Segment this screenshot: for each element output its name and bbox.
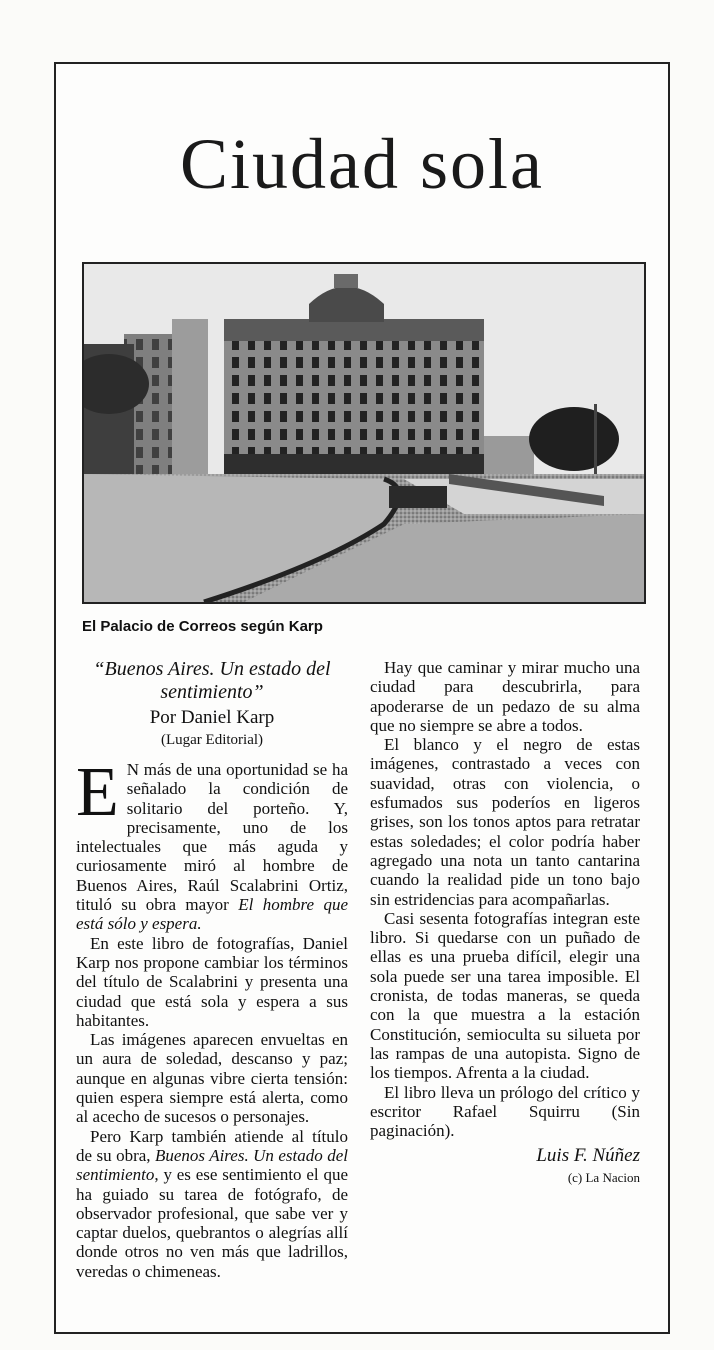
paragraph-5: Hay que caminar y mirar mucho una ciudad para descubrirla, para apoderarse de un pedazo de su alma que no siempre se abre a todos.	[370, 658, 640, 735]
paragraph-1	[76, 754, 348, 934]
paragraph-7: Casi sesenta fotografías integran este libro. Si quedarse con un puñado de ellas es una prueba difícil, elegir una sola puede ser una tarea imposible. El cronista, de todas maneras, se queda con la que muestra a la estación Constitución, semioculta su silueta por las rampas de una autopista. Signo de los tiempos. Afrenta a la ciudad.	[370, 908, 640, 1083]
palacio-de-correos-photo	[82, 262, 646, 604]
source-credit: (c) La Nacion	[567, 1169, 640, 1185]
paragraph-8: El libro lleva un prólogo del crítico y escritor Rafael Squirru (Sin paginación).	[370, 1082, 640, 1141]
paragraph-4-text-b: , y es ese sentimiento el que ha guiado su tarea de fotógrafo, de observador profesional, que sabe ver y captar duelos, quebrantos o alegrías allí donde otros no ven más que ladrillos, veredas o chimeneas.	[76, 1165, 348, 1281]
paragraph-3: Las imágenes aparecen envueltas en un aura de soledad, descanso y paz; aunque en algunas vibre cierta tensión: quien espera siempre está alerta, como al acecho de sucesos o personajes.	[76, 1030, 348, 1127]
drop-cap: E	[76, 754, 119, 831]
paragraph-4	[76, 1127, 348, 1281]
book-publisher: (Lugar Editorial)	[160, 732, 264, 748]
paragraph-6: El blanco y el negro de estas imágenes, contrastado a veces con suavidad, otras con violencia, o esfumados sus poderíos en ligeros grises, son los tonos aptos para retratar estas soledades; el color podría haber agregado una nota un tanto cantarina cuando la realidad pide un tono bajo sin estridencias para acompañarlas.	[370, 735, 640, 909]
book-author: Por Daniel Karp	[149, 707, 275, 728]
paragraph-1-text: N más de una oportunidad se ha señalado la condición de solitario del porteño. Y, precisamente, uno de los intelectuales que más aguda y curiosamente miró al hombre de Buenos Aires, Raúl Scalabrini Ortiz, tituló su obra mayor	[76, 760, 348, 915]
paragraph-2: En este libro de fotografías, Daniel Karp nos propone cambiar los términos del título de Scalabrini y presenta una ciudad que está sola y espera a sus habitantes.	[76, 933, 348, 1030]
headline: Ciudad sola	[180, 124, 544, 204]
paragraph-1-title: El hombre que está sólo y espera.	[76, 895, 348, 934]
left-column	[76, 658, 348, 1281]
right-column	[370, 658, 640, 1187]
author-signature: Luis F. Núñez	[536, 1145, 640, 1167]
paragraph-4-title: Buenos Aires. Un estado del sentimiento	[76, 1145, 349, 1185]
paragraph-4-text-a: Pero Karp también atiende al título de su obra,	[76, 1126, 348, 1165]
photo-caption: El Palacio de Correos según Karp	[82, 618, 323, 635]
book-title: “Buenos Aires. Un estado del sentimiento”	[93, 658, 331, 703]
